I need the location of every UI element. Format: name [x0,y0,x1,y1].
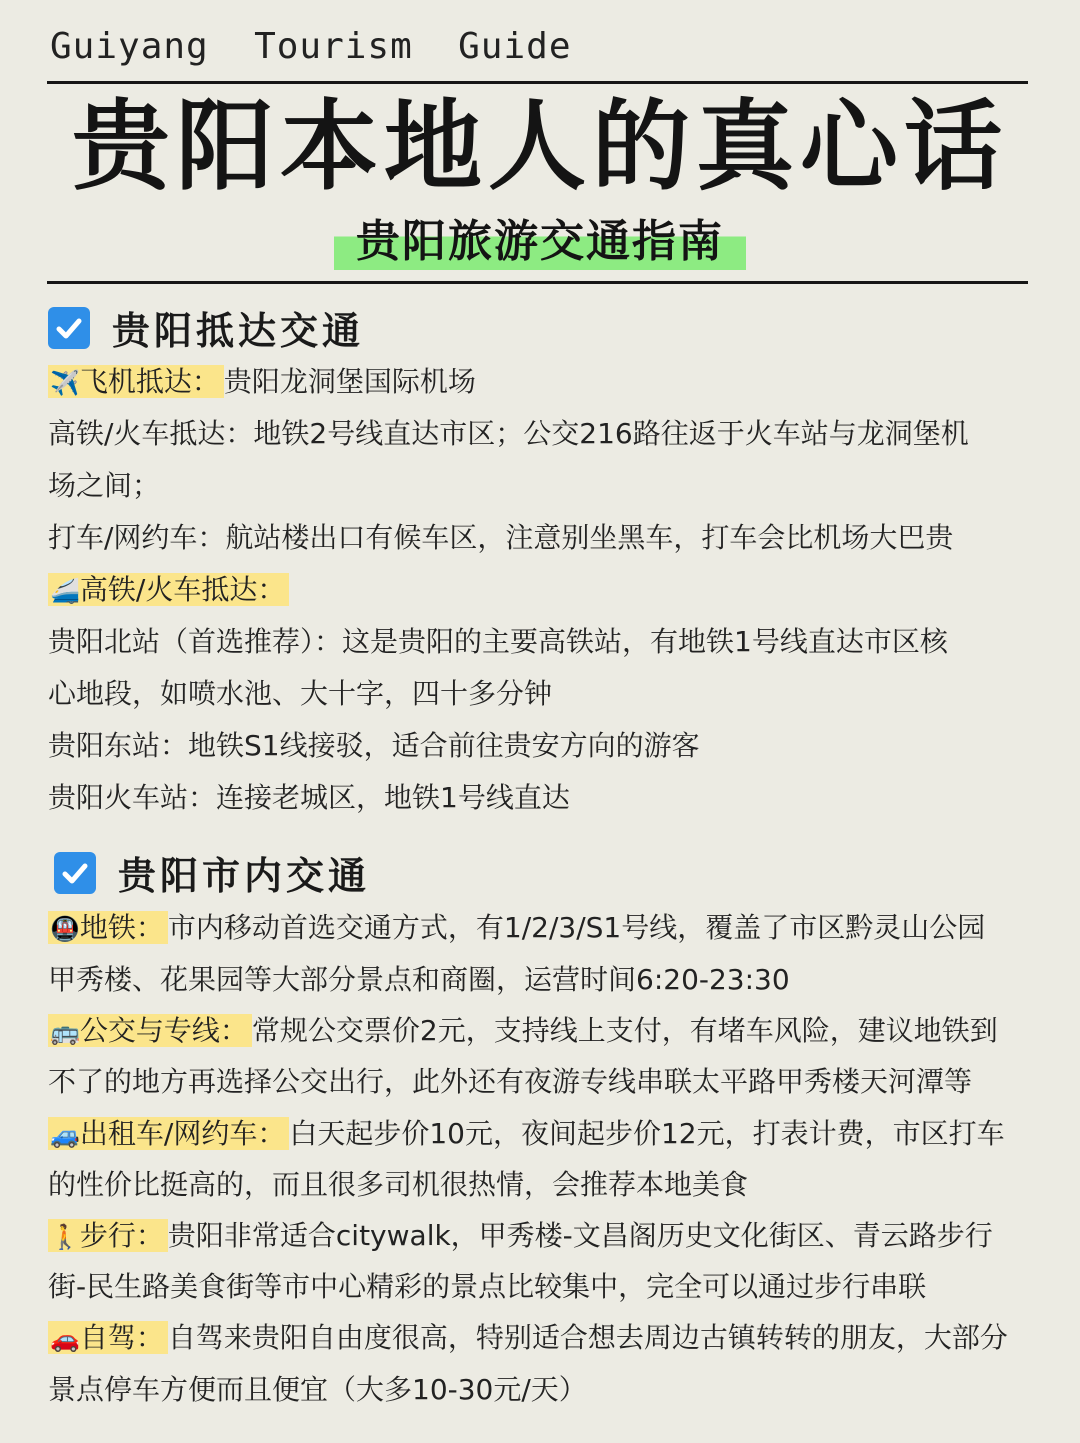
list-item: 甲秀楼、花果园等大部分景点和商圈，运营时间6:20-23:30 [48,963,790,996]
highlight-label: 🚙出租车/网约车： [48,1117,289,1150]
section-header-city [54,845,370,900]
highlight-label: 🚄高铁/火车抵达： [48,573,289,606]
car-icon: 🚙 [50,1121,80,1149]
checkbox-icon [54,852,96,894]
highlight-label: ✈️飞机抵达： [48,365,224,398]
list-item: 街-民生路美食街等市中心精彩的景点比较集中，完全可以通过步行串联 [48,1270,927,1303]
list-item [48,570,289,611]
metro-icon: 🚇 [50,915,80,943]
subtitle: 贵阳旅游交通指南 [334,214,746,270]
top-divider [47,81,1028,84]
car-icon: 🚗 [50,1325,80,1353]
list-item: 🚌公交与专线： 常规公交票价2元，支持线上支付，有堵车风险，建议地铁到 [50,1014,998,1047]
checkbox-icon [48,307,90,349]
mid-divider [47,281,1028,284]
subtitle-wrap [0,214,1080,270]
list-item: 打车/网约车：航站楼出口有候车区，注意别坐黑车，打车会比机场大巴贵 [48,521,954,554]
bus-icon: 🚌 [50,1018,80,1046]
list-item: 🚇地铁： 市内移动首选交通方式，有1/2/3/S1号线，覆盖了市区黔灵山公园 [50,911,986,944]
page-title: 贵阳本地人的真心话 [71,90,1008,204]
section-title: 贵阳抵达交通 [112,309,365,353]
highlight-label: 🚶步行： [48,1219,168,1252]
list-item: 🚶步行： 贵阳非常适合citywalk，甲秀楼-文昌阁历史文化街区、青云路步行 [50,1219,993,1252]
list-item: 🚗自驾： 自驾来贵阳自由度很高，特别适合想去周边古镇转转的朋友，大部分 [50,1321,1008,1354]
list-item: 心地段，如喷水池、大十字，四十多分钟 [48,677,553,710]
list-item: 贵阳北站（首选推荐）：这是贵阳的主要高铁站，有地铁1号线直达市区核 [48,625,948,658]
eyebrow-title: Guiyang Tourism Guide [50,26,572,67]
section-title: 贵阳市内交通 [118,854,371,898]
walking-icon: 🚶 [50,1223,80,1251]
list-item: 不了的地方再选择公交出行，此外还有夜游专线串联太平路甲秀楼天河潭等 [48,1065,973,1098]
list-item: 贵阳东站：地铁S1线接驳，适合前往贵安方向的游客 [48,729,700,762]
airplane-icon: ✈️ [50,369,80,397]
list-item: ✈️飞机抵达： 贵阳龙洞堡国际机场 [50,365,476,398]
section-header-arrival [48,300,364,355]
list-item: 贵阳火车站：连接老城区，地铁1号线直达 [48,781,570,814]
highlight-label: 🚗自驾： [48,1321,168,1354]
list-item: 🚙出租车/网约车： 白天起步价10元，夜间起步价12元，打表计费，市区打车 [50,1117,1005,1150]
list-item: 场之间； [48,469,161,502]
list-item: 的性价比挺高的，而且很多司机很热情，会推荐本地美食 [48,1168,749,1201]
highlight-label: 🚇地铁： [48,911,168,944]
list-item: 景点停车方便而且便宜（大多10-30元/天） [48,1373,587,1406]
list-item: 高铁/火车抵达：地铁2号线直达市区；公交216路往返于火车站与龙洞堡机 [48,417,969,450]
train-icon: 🚄 [50,577,80,605]
highlight-label: 🚌公交与专线： [48,1014,252,1047]
